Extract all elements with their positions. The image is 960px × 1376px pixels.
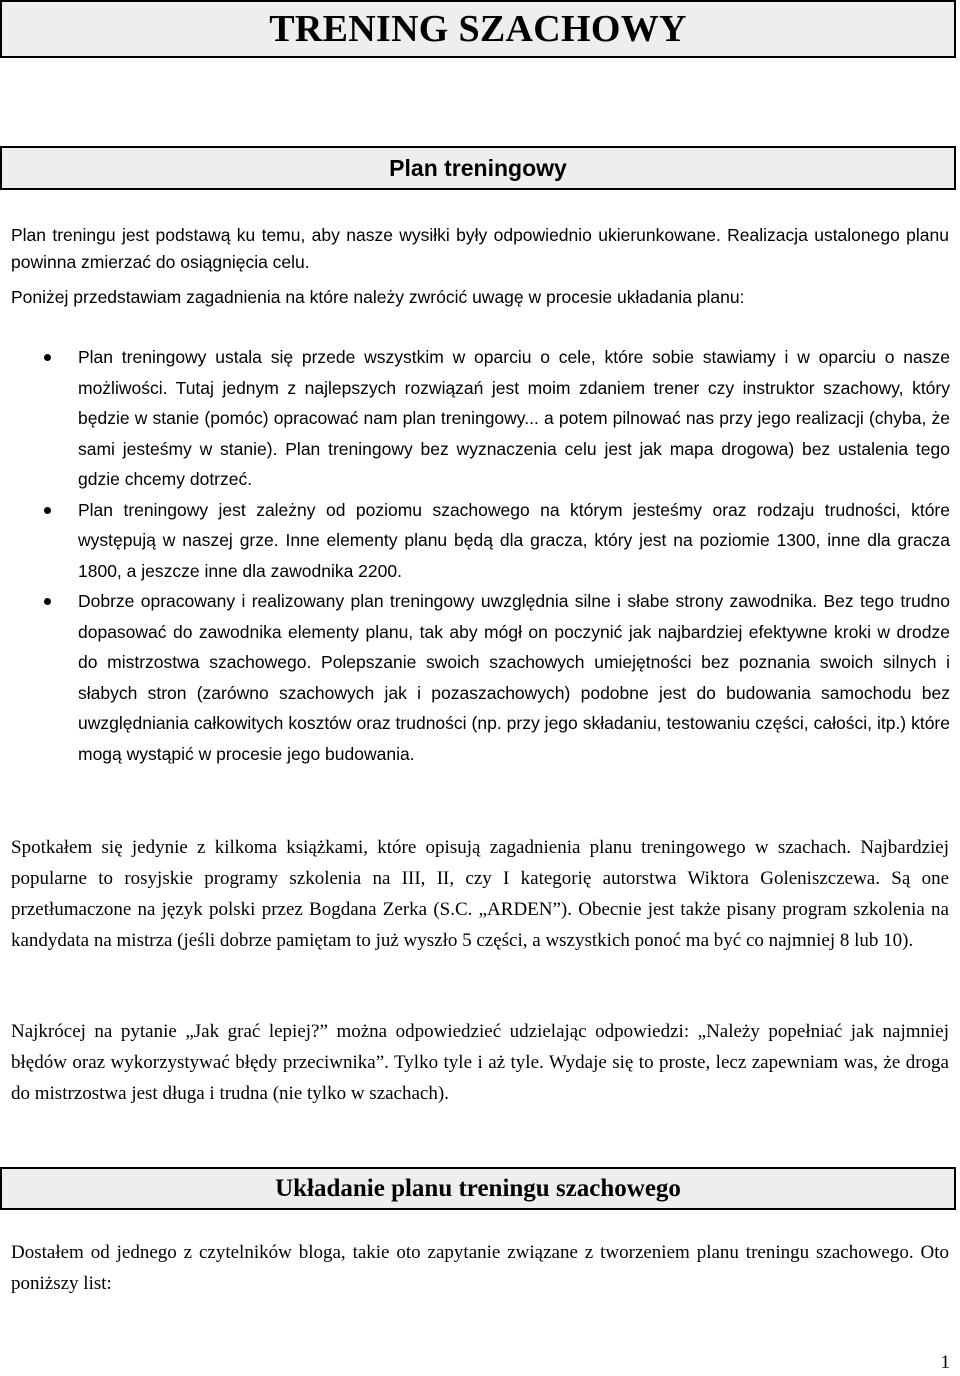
page-number: 1: [940, 1352, 950, 1373]
document-title: TRENING SZACHOWY: [269, 8, 687, 50]
list-item-text: Plan treningowy ustala się przede wszystkim w oparciu o cele, które sobie stawiamy i w oparciu o nasze możliwości. Tutaj jednym z najlepszych rozwiązań jest moim zdaniem trener czy instruktor szachowy, który będzie w stanie (pomóc) opracować nam plan treningowy... a potem pilnować nas przy jego realizacji (chyba, że sami jesteśmy w stanie). Plan treningowy bez wyznaczenia celu jest jak mapa drogowa) bez ustalenia tego gdzie chcemy dotrzeć.: [78, 347, 950, 489]
bullet-list: [0, 342, 950, 769]
bullet-icon: [44, 507, 51, 514]
section-heading-banner: [0, 1167, 956, 1210]
paragraph-intro: Plan treningu jest podstawą ku temu, aby nasze wysiłki były odpowiednio ukierunkowane. Realizacja ustalonego planu powinna zmierzać do osiągnięcia celu.: [11, 225, 949, 272]
paragraph-books: Spotkałem się jedynie z kilkoma książkami, które opisują zagadnienia planu treningowego w szachach. Najbardziej popularne to rosyjskie programy szkolenia na III, II, czy I kategorię autorstwa Wiktora Goleniszczewa. Są one przetłumaczone na język polski przez Bogdana Zerka (S.C. „ARDEN”). Obecnie jest także pisany program szkolenia na kandydata na mistrza (jeśli dobrze pamiętam to już wyszło 5 części, a wszystkich ponoć ma być co najmniej 8 lub 10).: [11, 837, 949, 951]
title-banner: [0, 0, 956, 58]
list-item: [0, 495, 950, 587]
paragraph-how-to-play: Najkrócej na pytanie „Jak grać lepiej?” można odpowiedzieć udzielając odpowiedzi: „Należy popełniać jak najmniej błędów oraz wykorzystywać błędy przeciwnika”. Tylko tyle i aż tyle. Wydaje się to proste, lecz zapewniam was, że droga do mistrzostwa jest długa i trudna (nie tylko w szachach).: [11, 1021, 949, 1104]
list-item-text: Plan treningowy jest zależny od poziomu szachowego na którym jesteśmy oraz rodzaju trudności, które występują w naszej grze. Inne elementy planu będą dla gracza, który jest na poziomie 1300, inne dla gracza 1800, a jeszcze inne dla zawodnika 2200.: [78, 499, 950, 581]
list-item: [0, 342, 950, 495]
list-item-text: Dobrze opracowany i realizowany plan treningowy uwzględnia silne i słabe strony zawodnika. Bez tego trudno dopasować do zawodnika elementy planu, tak aby mógł on poczynić jak najbardziej efektywne kroki w drodze do mistrzostwa szachowego. Polepszanie swoich szachowych umiejętności bez poznania swoich silnych i słabych stron (zarówno szachowych jak i pozaszachowych) podobne jest do budowania samochodu bez uwzględniania całkowitych kosztów oraz trudności (np. przy jego składaniu, testowaniu części, całości, itp.) które mogą wystąpić w procesie jego budowania.: [78, 591, 950, 764]
bullet-icon: [44, 354, 51, 361]
bullet-icon: [44, 598, 51, 605]
section-heading-banner: [0, 146, 956, 190]
paragraph-list-intro: Poniżej przedstawiam zagadnienia na które należy zwrócić uwagę w procesie układania planu:: [11, 287, 745, 307]
list-item: [0, 586, 950, 769]
section-heading-plan: Plan treningowy: [389, 155, 567, 181]
paragraph-letter-intro: Dostałem od jednego z czytelników bloga, takie oto zapytanie związane z tworzeniem planu treningu szachowego. Oto poniższy list:: [11, 1242, 949, 1294]
section-heading-planning: Układanie planu treningu szachowego: [275, 1175, 681, 1202]
